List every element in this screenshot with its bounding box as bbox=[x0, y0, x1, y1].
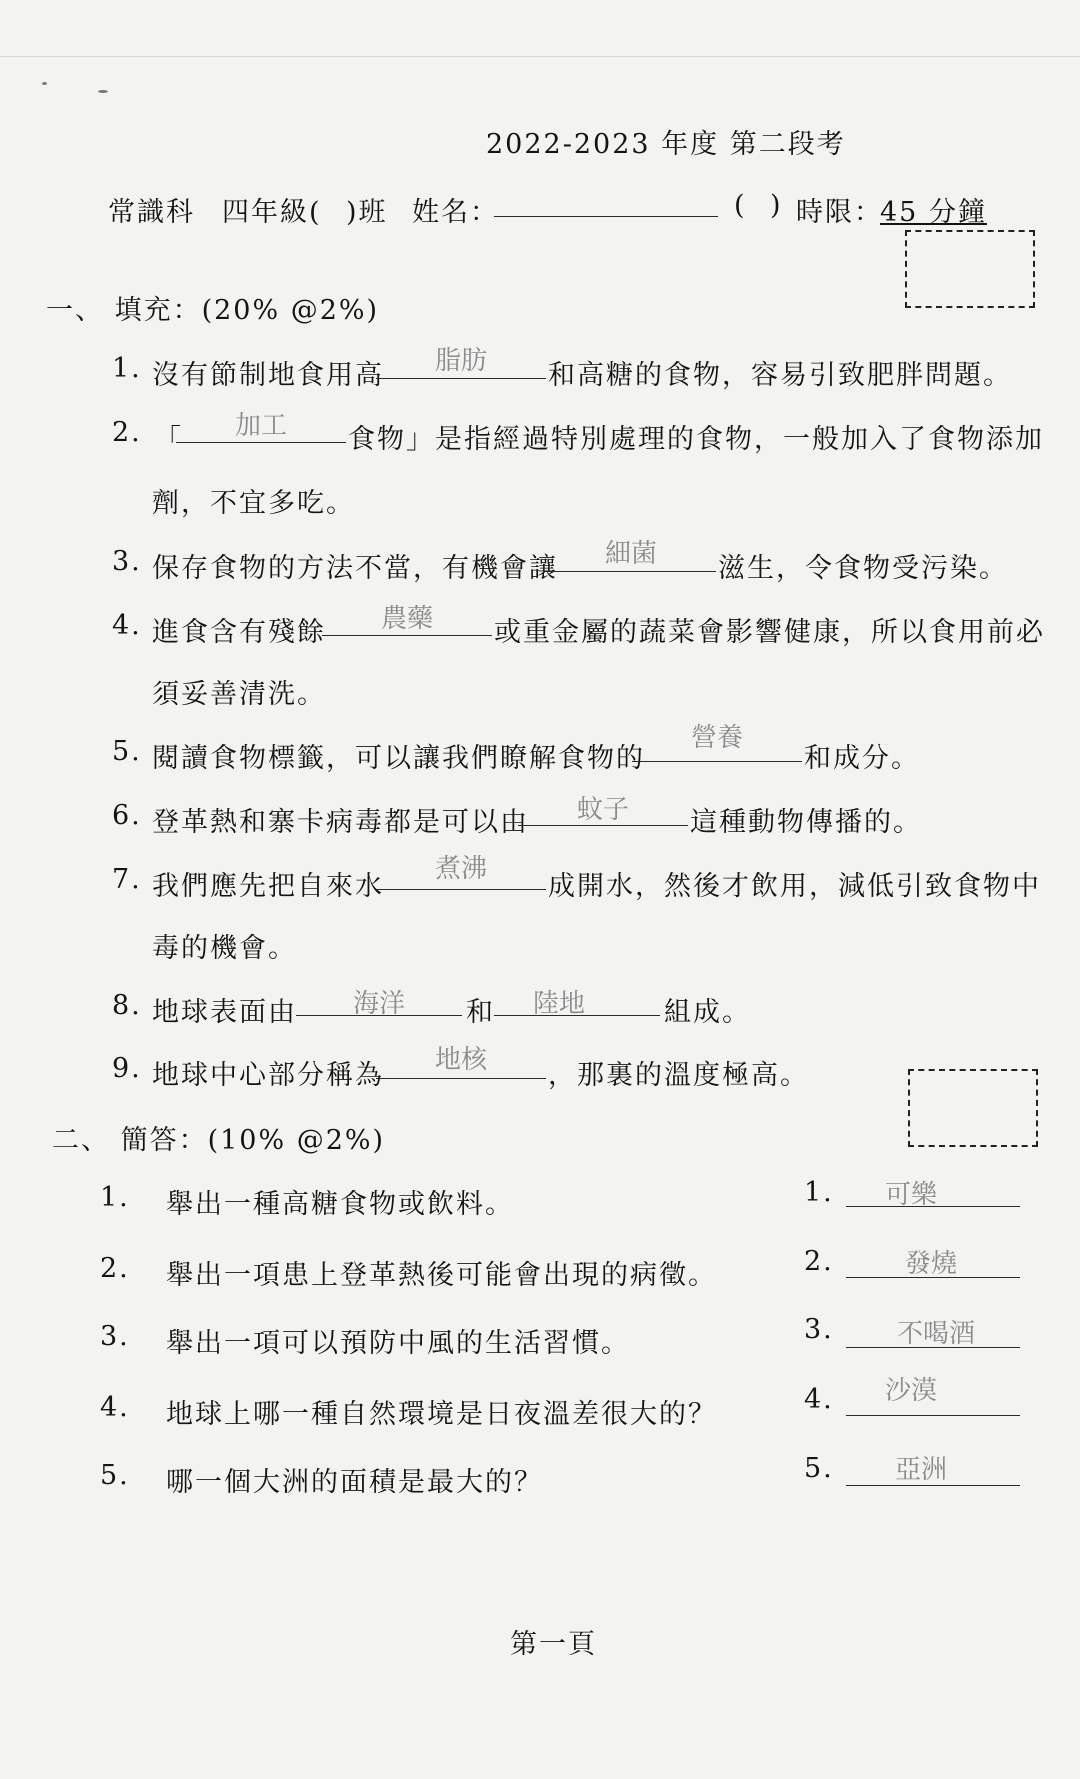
q7-number: 7. bbox=[112, 864, 142, 895]
q4-text-after: 或重金屬的蔬菜會影響健康，所以食用前必 bbox=[494, 617, 1045, 648]
q6-answer: 蚊子 bbox=[576, 795, 629, 825]
q1-number: 1. bbox=[112, 353, 142, 384]
s2-q3-answer: 不喝酒 bbox=[896, 1319, 975, 1349]
q1-text-before: 沒有節制地食用高 bbox=[152, 360, 384, 391]
s2-q4-text: 地球上哪一種自然環境是日夜溫差很大的？ bbox=[166, 1399, 717, 1430]
s2-q1-answer: 可樂 bbox=[884, 1180, 937, 1210]
name-line[interactable] bbox=[494, 216, 718, 217]
name-label: 姓名： bbox=[412, 197, 499, 228]
q7-answer: 煮沸 bbox=[434, 854, 487, 884]
q9-text-after: ，那裏的溫度極高。 bbox=[548, 1060, 809, 1091]
q1-answer: 脂肪 bbox=[434, 346, 487, 376]
q4-text-before: 進食含有殘餘 bbox=[152, 617, 326, 648]
q3-text-after: 滋生，令食物受污染。 bbox=[718, 553, 1008, 584]
score-box-section2 bbox=[908, 1069, 1038, 1147]
s2-q5-number: 5. bbox=[100, 1460, 130, 1491]
q8-answer2: 陸地 bbox=[532, 989, 585, 1019]
q9-number: 9. bbox=[112, 1053, 142, 1084]
q9-answer: 地核 bbox=[434, 1045, 487, 1075]
q6-text-before: 登革熱和寨卡病毒都是可以由 bbox=[152, 807, 529, 838]
q4-text-continued: 須妥善清洗。 bbox=[152, 679, 326, 710]
q4-answer: 農藥 bbox=[380, 604, 433, 634]
q3-text-before: 保存食物的方法不當，有機會讓 bbox=[152, 553, 558, 584]
q5-answer-line[interactable] bbox=[632, 761, 802, 762]
q5-text-after: 和成分。 bbox=[804, 743, 920, 774]
q2-number: 2. bbox=[112, 417, 142, 448]
s2-q1-text: 舉出一種高糖食物或飲料。 bbox=[166, 1189, 514, 1220]
q8-text-after: 組成。 bbox=[664, 997, 751, 1028]
s2-q2-number: 2. bbox=[100, 1253, 130, 1284]
s2-q3-text: 舉出一項可以預防中風的生活習慣。 bbox=[166, 1328, 630, 1359]
q7-answer-line[interactable] bbox=[376, 889, 546, 890]
class-label: )班 bbox=[346, 197, 388, 228]
scan-speck bbox=[42, 82, 47, 85]
s2-q3-answer-number: 3. bbox=[804, 1314, 834, 1345]
q4-number: 4. bbox=[112, 610, 142, 641]
q1-answer-line[interactable] bbox=[376, 378, 546, 379]
q8-text-before: 地球表面由 bbox=[152, 997, 297, 1028]
q2-answer-line[interactable] bbox=[176, 442, 346, 443]
q9-text-before: 地球中心部分稱為 bbox=[152, 1060, 384, 1091]
q2-text-before: 「 bbox=[154, 424, 183, 455]
q2-text-continued: 劑，不宜多吃。 bbox=[152, 488, 355, 519]
s2-q5-answer: 亞洲 bbox=[894, 1455, 947, 1485]
q3-number: 3. bbox=[112, 546, 142, 577]
time-value: 45 分鐘 bbox=[880, 197, 987, 228]
s2-q2-answer: 發燒 bbox=[904, 1249, 957, 1279]
q5-answer: 營養 bbox=[690, 723, 743, 753]
page-number: 第一頁 bbox=[510, 1629, 597, 1660]
q6-number: 6. bbox=[112, 800, 142, 831]
s2-q1-answer-number: 1. bbox=[804, 1177, 834, 1208]
q9-answer-line[interactable] bbox=[376, 1078, 546, 1079]
number-paren-open: ( bbox=[734, 190, 747, 221]
s2-q3-number: 3. bbox=[100, 1321, 130, 1352]
scan-speck bbox=[98, 90, 108, 93]
s2-q5-text: 哪一個大洲的面積是最大的？ bbox=[166, 1467, 543, 1498]
q7-text-continued: 毒的機會。 bbox=[152, 933, 297, 964]
q2-text-after: 食物」是指經過特別處理的食物，一般加入了食物添加 bbox=[348, 424, 1044, 455]
q5-number: 5. bbox=[112, 736, 142, 767]
section2-heading: 二、 簡答：(10% @2%) bbox=[52, 1125, 386, 1156]
q3-answer: 細菌 bbox=[604, 539, 657, 569]
score-box-section1 bbox=[905, 230, 1035, 308]
q8-text-middle: 和 bbox=[466, 997, 495, 1028]
q6-text-after: 這種動物傳播的。 bbox=[690, 807, 922, 838]
q2-answer: 加工 bbox=[234, 411, 287, 441]
s2-q2-answer-number: 2. bbox=[804, 1246, 834, 1277]
q1-text-after: 和高糖的食物，容易引致肥胖問題。 bbox=[548, 360, 1012, 391]
q8-answer1: 海洋 bbox=[352, 989, 405, 1019]
s2-q4-answer-line[interactable] bbox=[846, 1415, 1020, 1416]
q8-number: 8. bbox=[112, 990, 142, 1021]
subject-label: 常識科 bbox=[108, 197, 195, 228]
s2-q5-answer-number: 5. bbox=[804, 1453, 834, 1484]
section1-heading: 一、 填充：(20% @2%) bbox=[46, 295, 380, 326]
q7-text-after: 成開水，然後才飲用，減低引致食物中 bbox=[548, 871, 1041, 902]
q7-text-before: 我們應先把自來水 bbox=[152, 871, 384, 902]
q4-answer-line[interactable] bbox=[322, 635, 492, 636]
s2-q2-text: 舉出一項患上登革熱後可能會出現的病徵。 bbox=[166, 1260, 717, 1291]
time-label: 時限： bbox=[796, 197, 883, 228]
q3-answer-line[interactable] bbox=[546, 571, 716, 572]
q5-text-before: 閱讀食物標籤，可以讓我們瞭解食物的 bbox=[152, 743, 645, 774]
number-paren-close: ) bbox=[770, 190, 783, 221]
s2-q4-answer: 沙漠 bbox=[884, 1376, 937, 1406]
s2-q1-number: 1. bbox=[100, 1182, 130, 1213]
grade-class-label: 四年級( bbox=[222, 197, 322, 228]
page-top-edge bbox=[0, 56, 1080, 57]
s2-q4-answer-number: 4. bbox=[804, 1384, 834, 1415]
exam-title: 2022-2023 年度 第二段考 bbox=[486, 129, 846, 160]
s2-q4-number: 4. bbox=[100, 1392, 130, 1423]
